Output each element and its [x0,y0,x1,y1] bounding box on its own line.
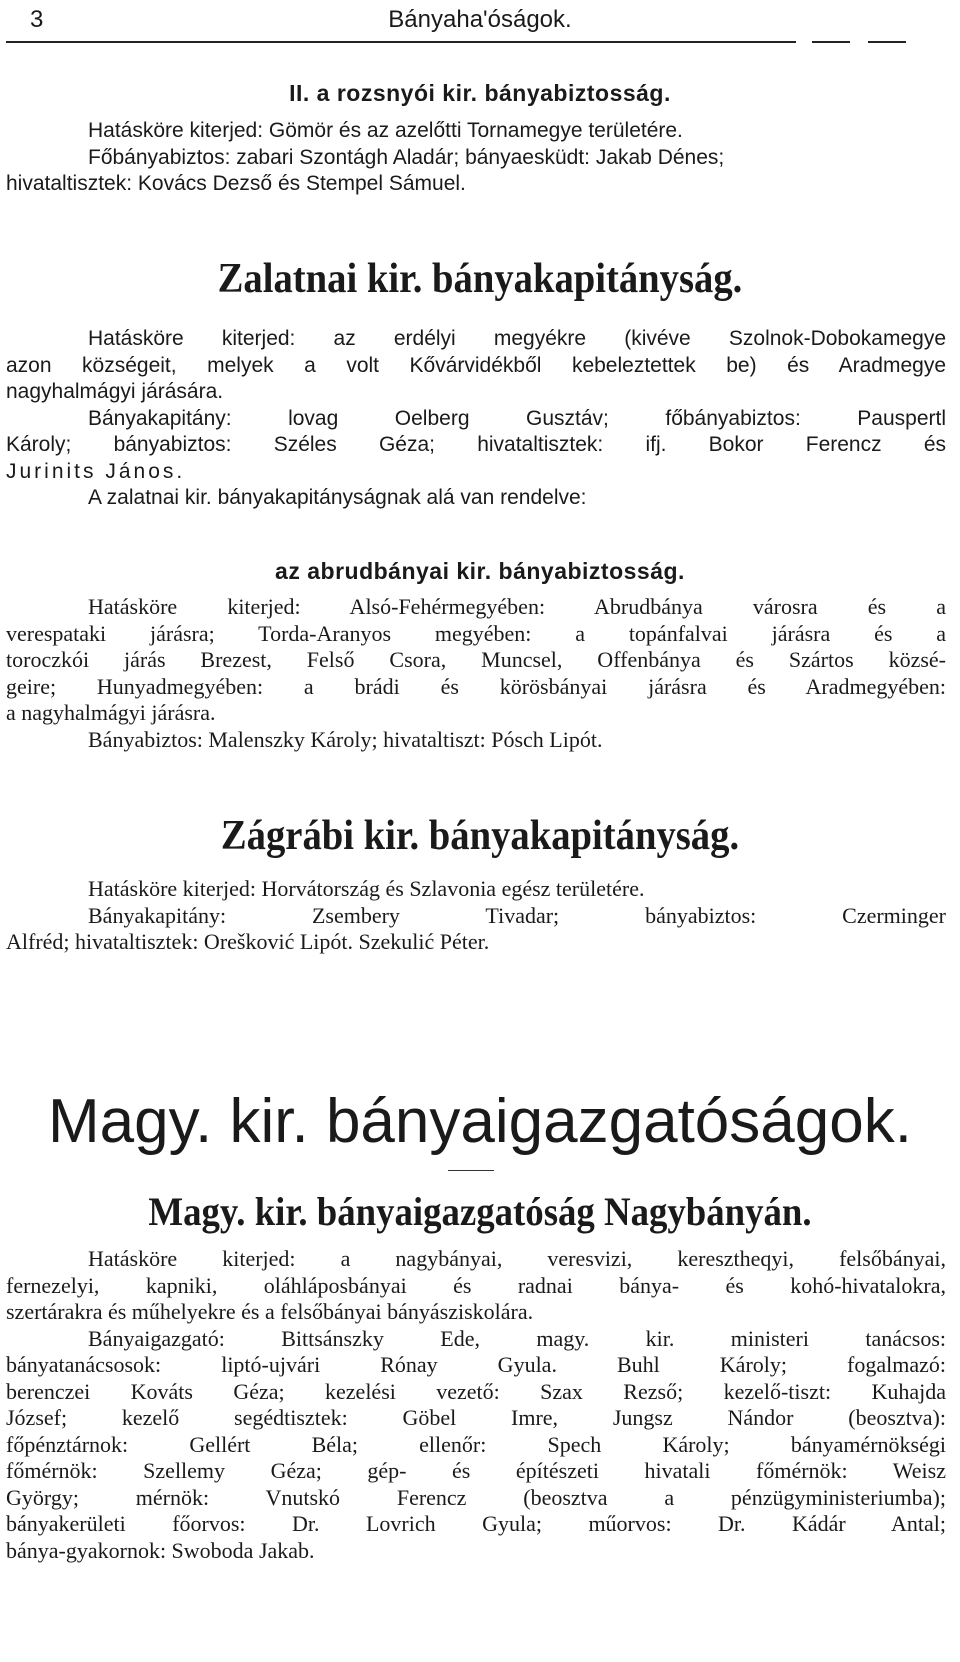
section-nagybanya [6,1246,946,1564]
header-rule-dash [812,41,850,43]
text-line: Bányakapitány: Zsembery Tivadar; bányabiztos: Czerminger [88,902,946,928]
text-line: Bányaigazgató: Bittsánszky Ede, magy. kir. ministeri tanácsos: [88,1325,946,1351]
section-rozsnyo [6,118,946,198]
text-line: Hatásköre kiterjed: az erdélyi megyékre (kivéve Szolnok-Dobokamegye [88,327,946,350]
text-line: József; kezelő segédtisztek: Göbel Imre, Jungsz Nándor (beosztva): [6,1405,946,1430]
text-line: geire; Hunyadmegyében: a brádi és körösbányai járásra és Aradmegyében: [6,673,946,699]
text-line: bányakerületi főorvos: Dr. Lovrich Gyula; műorvos: Dr. Kádár Antal; [6,1511,946,1536]
text-line: toroczkói járás Brezest, Felső Csora, Muncsel, Offenbánya és Szártos közsé- [6,647,946,672]
text-line: a nagyhalmágyi járásra. [6,700,216,725]
text-line: főpénztárnok: Gellért Béla; ellenőr: Spech Károly; bányamérnökségi [6,1431,946,1457]
section-heading-zagrab: Zágrábi kir. bányakapitányság. [220,813,740,859]
text-line: nagyhalmágyi járására. [6,380,224,403]
header-rule [6,41,796,43]
text-line: bányatanácsosok: liptó-ujvári Rónay Gyula. Buhl Károly; fogalmazó: [6,1352,946,1377]
text-line: szertárakra és műhelyekre és a felsőbányai bányásziskolára. [6,1299,534,1324]
text-line: hivataltisztek: Kovács Dezső és Stempel Sámuel. [6,172,466,195]
running-title: Bányaha'óságok. [388,6,572,33]
text-line: Károly; bányabiztos: Széles Géza; hivataltisztek: ifj. Bokor Ferencz és [6,433,946,456]
text-line: Főbányabiztos: zabari Szontágh Aladár; bányaesküdt: Jakab Dénes; [88,145,725,169]
text-line: főmérnök: Szellemy Géza; gép- és építészeti hivatali főmérnök: Weisz [6,1458,946,1483]
text-line: Bányakapitány: lovag Oelberg Gusztáv; főbányabiztos: Pauspertl [88,406,946,430]
text-line: A zalatnai kir. bányakapitányságnak alá van rendelve: [88,486,587,509]
divider [448,1170,494,1171]
text-line: Hatásköre kiterjed: Alsó-Fehérmegyében: Abrudbánya városra és a [88,594,946,619]
text-line: György; mérnök: Vnutskó Ferencz (beosztva a pénzügyministeriumba); [6,1484,946,1510]
header-rule-dash [868,41,906,43]
section-heading-directorates: Magy. kir. bányaigazgatóságok. [48,1087,912,1156]
section-heading-abrudbanya: az abrudbányai kir. bányabiztosság. [275,558,685,584]
section-zalatna [6,326,946,512]
text-line: Hatásköre kiterjed: a nagybányai, veresvizi, keresztheqyi, felsőbányai, [88,1246,946,1271]
section-zagrab [6,876,946,956]
text-line: azon községeit, melyek a volt Kővárvidékből kebeleztettek be) és Aradmegye [6,353,946,377]
section-heading-zalatna: Zalatnai kir. bányakapitányság. [217,256,743,302]
text-line: Hatásköre kiterjed: Horvátország és Szlavonia egész területére. [88,876,645,901]
text-line: bánya-gyakornok: Swoboda Jakab. [6,1537,315,1563]
text-line: Jurinits János. [6,459,186,483]
text-line: berenczei Kováts Géza; kezelési vezető: Szax Rezső; kezelő-tiszt: Kuhajda [6,1378,946,1404]
text-line: verespataki járásra; Torda-Aranyos megyében: a topánfalvai járásra és a [6,620,946,646]
text-line: fernezelyi, kapniki, oláhláposbányai és radnai bánya- és kohó-hivatalokra, [6,1272,946,1298]
text-line: Alfréd; hivataltisztek: Orešković Lipót. Szekulić Péter. [6,929,490,954]
text-line: Hatásköre kiterjed: Gömör és az azelőtti Tornamegye területére. [88,119,683,142]
section-abrudbanya [6,594,946,753]
text-line: Bányabiztos: Malenszky Károly; hivataltiszt: Pósch Lipót. [88,726,603,752]
section-heading-nagybanya: Magy. kir. bányaigazgatóság Nagybányán. [148,1189,812,1234]
running-header [0,0,960,48]
page-number: 3 [30,6,44,33]
section-heading-rozsnyo: II. a rozsnyói kir. bányabiztosság. [289,80,671,106]
